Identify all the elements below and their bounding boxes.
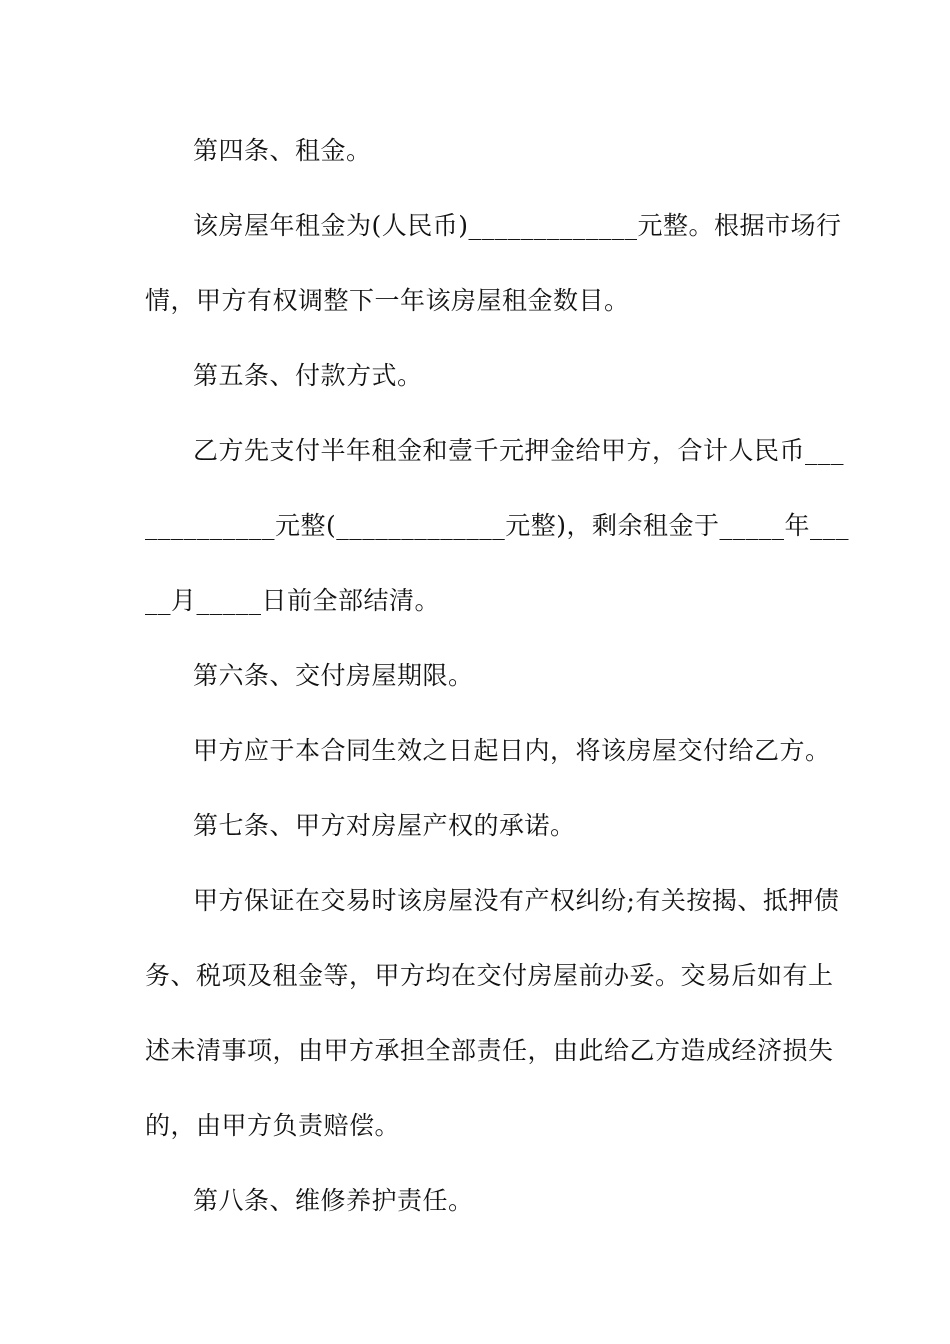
rent-paragraph-line-1: 该房屋年租金为(人民币)_____________元整。根据市场行 [193, 211, 842, 240]
title-paragraph-line-1: 甲方保证在交易时该房屋没有产权纠纷;有关按揭、抵押债 [193, 886, 840, 915]
payment-paragraph-line-3: __月_____日前全部结清。 [145, 586, 441, 615]
title-paragraph-line-2: 务、税项及租金等，甲方均在交付房屋前办妥。交易后如有上 [145, 961, 834, 990]
article-8-heading: 第八条、维修养护责任。 [193, 1186, 474, 1215]
title-paragraph-line-4: 的，由甲方负责赔偿。 [145, 1111, 401, 1140]
payment-paragraph-line-1: 乙方先支付半年租金和壹千元押金给甲方，合计人民币___ [193, 436, 845, 465]
article-4-heading: 第四条、租金。 [193, 136, 372, 165]
contract-body [145, 113, 850, 1238]
article-7-heading: 第七条、甲方对房屋产权的承诺。 [193, 811, 576, 840]
payment-paragraph-line-2: __________元整(_____________元整)，剩余租金于_____年___ [145, 511, 850, 540]
article-5-heading: 第五条、付款方式。 [193, 361, 423, 390]
rent-paragraph-line-2: 情，甲方有权调整下一年该房屋租金数目。 [145, 286, 630, 315]
article-6-heading: 第六条、交付房屋期限。 [193, 661, 474, 690]
delivery-paragraph-line-1: 甲方应于本合同生效之日起日内，将该房屋交付给乙方。 [193, 736, 831, 765]
title-paragraph-line-3: 述未清事项，由甲方承担全部责任，由此给乙方造成经济损失 [145, 1036, 834, 1065]
